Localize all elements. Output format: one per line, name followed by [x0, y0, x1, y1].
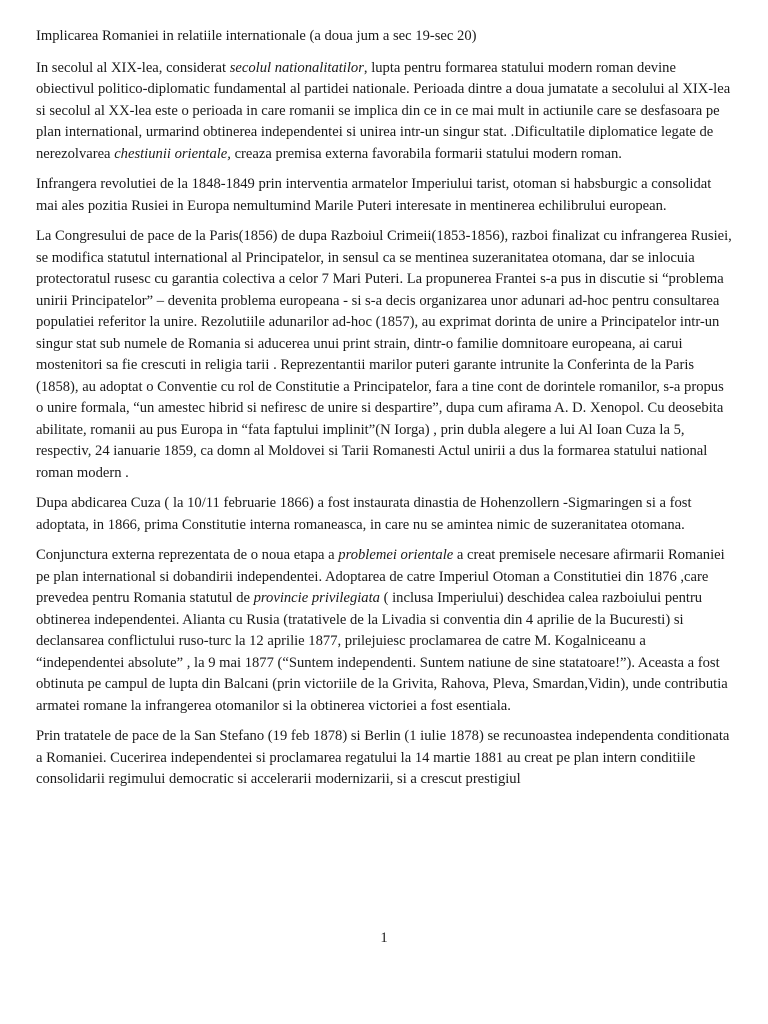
text-run: ( inclusa Imperiului) deschidea calea razboiului pentru obtinerea independentei. Alianta cu Rusia (tratativele de la Livadia si conventia din 4 aprilie de la Bucuresti) si declansarea conflictului ruso-turc la 12 aprilie 1877, prilejuiesc proclamarea de catre M. Kogalniceanu a “independentei absolute” , la 9 mai 1877 (“Suntem independenti. Suntem natiune de sine statatoare!”). Aceasta a fost obtinuta pe campul de lupta din Balcani (prin victoriile de la Grivita, Rahova, Pleva, Smardan,Vidin), unde contributia armatei romane la infrangerea otomanilor si la obtinerea victoriei a fost esentiala. — [36, 590, 728, 714]
text-run: Dupa abdicarea Cuza ( la 10/11 februarie 1866) a fost instaurata dinastia de Hohenzollern -Sigmaringen si a fost adoptata, in 1866, prima Constitutie interna romaneasca, in care nu se amintea nimic de suzeranitatea otomana. — [36, 495, 692, 533]
italic-text: secolul nationalitatilor — [229, 59, 364, 76]
body-paragraph — [36, 226, 734, 484]
italic-text: problemei orientale — [338, 547, 454, 563]
text-run: a creat premisele necesare afirmarii Romaniei pe plan international si dobandirii independentei. Adoptarea de catre Imperiul Otoman a Constitutiei din 1876 ,care prevedea pentru Romania statutul de — [36, 547, 725, 606]
text-run: , lupta pentru formarea statului modern roman devine obiectivul politico-diplomatic fundamental al partidei nationale. Perioada dintre a doua jumatate a secolului al XIX-lea si secolul al XX-lea este o perioada in care romanii se implica din ce in ce mai mult in actiunile care se desfasoara pe plan international, urmarind obtinerea independentei si unirea intr-un singur stat. .Dificultatile diplomatice legate de nerezolvarea — [36, 59, 731, 162]
text-run: Conjunctura externa reprezentata de o noua etapa a — [36, 547, 339, 563]
body-paragraph — [36, 493, 734, 536]
italic-text: provincie privilegiata — [253, 590, 380, 606]
text-run: creaza premisa externa favorabila formarii statului modern roman. — [230, 145, 622, 162]
text-run: In secolul al XIX-lea, considerat — [36, 59, 230, 76]
body-paragraph — [36, 58, 734, 166]
document-body — [36, 58, 734, 791]
text-run: Prin tratatele de pace de la San Stefano (19 feb 1878) si Berlin (1 iulie 1878) se recunoastea independenta conditionata a Romaniei. Cucerirea independentei si proclamarea regatului la 14 martie 1881 au creat pe plan intern conditiile consolidarii regimului democratic si accelerarii modernizarii, si a crescut prestigiul — [36, 728, 730, 787]
body-paragraph — [36, 545, 734, 717]
text-run: La Congresului de pace de la Paris(1856) de dupa Razboiul Crimeii(1853-1856), razboi finalizat cu infrangerea Rusiei, se modifica statutul international al Principatelor, in sensul ca se mentinea suzeranitatea otomana, dar se inlocuia protectoratul rusesc cu garantia colectiva a celor 7 Mari Puteri. La propunerea Frantei s-a pus in discutie si “problema unirii Principatelor” – devenita problema europeana - si s-a decis organizarea unor adunari ad-hoc pentru consultarea populatiei referitor la unire. Rezolutiile adunarilor ad-hoc (1857), au exprimat dorinta de unire a Principatelor intr-un singur stat sub numele de Romania si aducerea unui print strain, dintr-o familie domnitoare europeana, ai carui mostenitori sa fie crescuti in religia tarii . Reprezentantii marilor puteri garante intrunite la Conferinta de la Paris (1858), au adoptat o Conventie cu rol de Constitutie a Principatelor, fara a tine cont de dorintele romanilor, s-a propus o unire formala, “un amestec hibrid si nefiresc de unire si despartire”, dupa cum afirama A. D. Xenopol. Cu deosebita abilitate, romanii au pus Europa in “fata faptului implinit”(N Iorga) , prin dubla alegere a lui Al Ioan Cuza la 5, respectiv, 24 ianuarie 1859, ca domn al Moldovei si Tarii Romanesti Actul unirii a dus la formarea statului national roman modern . — [36, 228, 732, 481]
body-paragraph — [36, 174, 734, 217]
italic-text: chestiunii orientale, — [114, 145, 231, 162]
page-number: 1 — [380, 930, 388, 946]
body-paragraph — [36, 726, 734, 791]
text-run: Infrangera revolutiei de la 1848-1849 prin interventia armatelor Imperiului tarist, otoman si habsburgic a consolidat mai ales pozitia Rusiei in Europa nemultumind Marile Puteri interesate in mentinerea echilibrului european. — [36, 176, 712, 214]
document-page — [36, 26, 734, 800]
document-title: Implicarea Romaniei in relatiile internationale (a doua jum a sec 19-sec 20) — [36, 28, 477, 44]
